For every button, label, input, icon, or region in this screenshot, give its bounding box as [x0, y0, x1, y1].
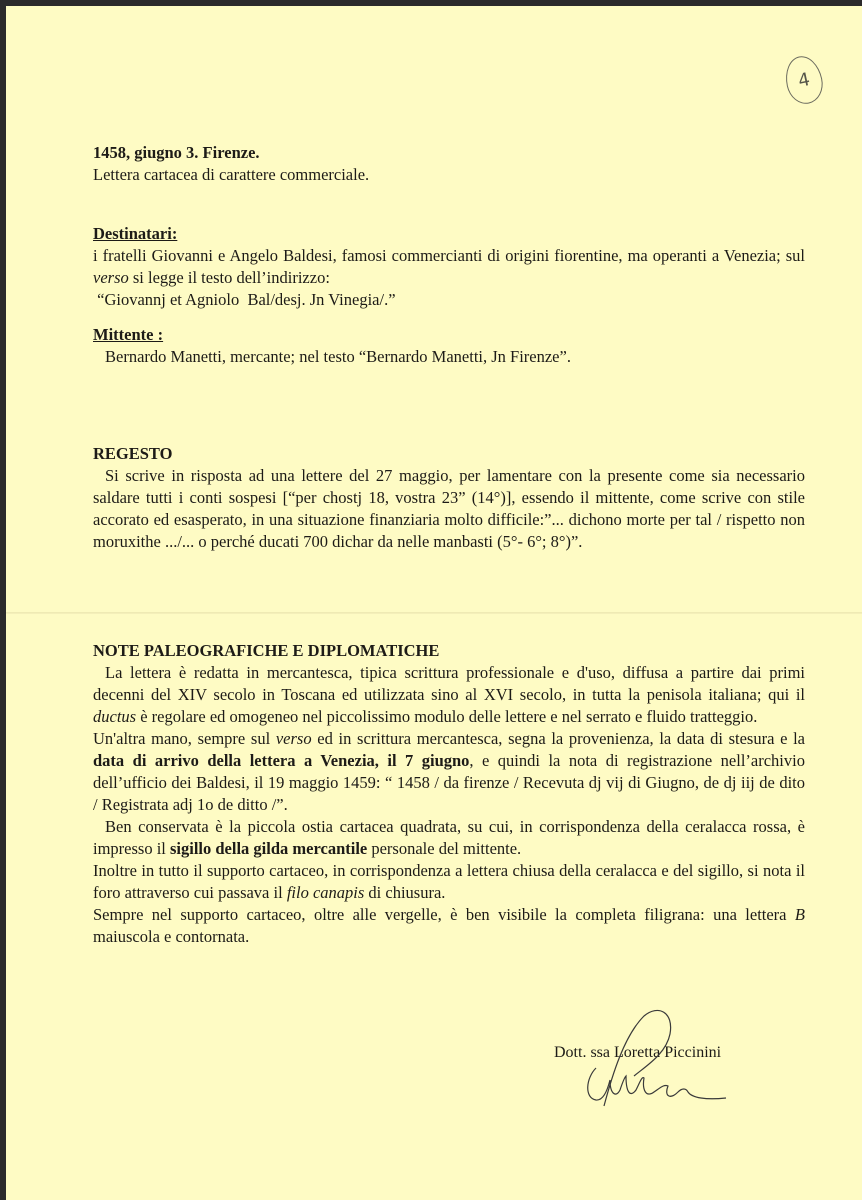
note-verso-italic: verso	[275, 729, 312, 748]
note-text-part: Un'altra mano, sempre sul	[93, 729, 276, 748]
note-paragraph-1	[93, 662, 805, 728]
note-ductus-italic: ductus	[93, 707, 137, 726]
mittente-section	[93, 324, 805, 368]
destinatari-text-part: i fratelli Giovanni e Angelo Baldesi, famosi commercianti di origini fiorentine, ma operanti a Venezia; sul	[93, 246, 805, 265]
destinatari-heading: Destinatari:	[93, 224, 178, 243]
document-header	[93, 142, 805, 186]
regesto-heading: REGESTO	[93, 444, 173, 463]
note-text-part: ed in scrittura mercantesca, segna la provenienza, la data di stesura e la	[311, 729, 805, 748]
date-place: 1458, giugno 3. Firenze.	[93, 143, 260, 162]
note-text-part: personale del mittente.	[367, 839, 522, 858]
destinatari-text-part: si legge il testo dell’indirizzo:	[128, 268, 330, 287]
regesto-text: Si scrive in risposta ad una lettere del 27 maggio, per lamentare con la presente come sia necessario saldare tutti i conti sospesi [“per chostj 18, vostra 23” (14°)], essendo il mittente, come scrive con stile accorato ed esasperato, in una situazione finanziaria molto difficile:”... dichono morte per tal / rispetto non moruxithe .../... o perché ducati 700 dichar da nelle manbasti (5°- 6°; 8°)”.	[93, 466, 805, 551]
mittente-text: Bernardo Manetti, mercante; nel testo “Bernardo Manetti, Jn Firenze”.	[105, 347, 571, 366]
note-text-part: è regolare ed omogeneo nel piccolissimo modulo delle lettere e nel serrato e fluido tratteggio.	[136, 707, 758, 726]
document-page	[6, 6, 862, 1200]
note-text-part: di chiusura.	[364, 883, 446, 902]
regesto-section	[93, 443, 805, 553]
note-paragraph-4	[93, 860, 805, 904]
note-heading: NOTE PALEOGRAFICHE E DIPLOMATICHE	[93, 641, 440, 660]
handwritten-page-number	[781, 53, 826, 107]
handwritten-signature-icon	[546, 1006, 786, 1116]
note-seal-bold: sigillo della gilda mercantile	[170, 839, 368, 858]
signer-name: Dott. ssa Loretta Piccinini	[554, 1044, 722, 1061]
document-description: Lettera cartacea di carattere commerciale.	[93, 165, 370, 184]
note-watermark-letter-italic: B	[794, 905, 805, 924]
note-text-part: , e quindi la nota di registrazione nell’archivio dell’ufficio dei Baldesi, il 19 maggio 1459: “ 1458 / da firenze / Recevuta dj vij di Giugno, de dj iij de dito / Registrata adj 1o de ditto /”.	[93, 751, 805, 814]
note-text-part: Inoltre in tutto il supporto cartaceo, in corrispondenza a lettera chiusa della ceralacca e del sigillo, si nota il foro attraverso cui passava il	[93, 861, 805, 902]
note-text-part: maiuscola e contornata.	[93, 927, 250, 946]
destinatari-address: “Giovannj et Agniolo Bal/desj. Jn Vinegia/.”	[93, 290, 396, 309]
destinatari-verso-italic: verso	[93, 268, 129, 287]
signature-block	[546, 1006, 786, 1116]
note-arrival-date-bold: data di arrivo della lettera a Venezia, il 7 giugno	[93, 751, 470, 770]
note-text-part: Sempre nel supporto cartaceo, oltre alle vergelle, è ben visibile la completa filigrana: una lettera	[93, 905, 795, 924]
note-paragraph-3	[93, 816, 805, 860]
note-paragraph-5	[93, 904, 805, 948]
page-number-text: 4	[796, 68, 812, 92]
note-filo-italic: filo canapis	[286, 883, 365, 902]
destinatari-text	[93, 245, 805, 289]
note-text-part: Ben conservata è la piccola ostia cartacea quadrata, su cui, in corrispondenza della ceralacca rossa, è impresso il	[93, 817, 805, 858]
destinatari-section	[93, 223, 805, 311]
note-section	[93, 640, 805, 948]
paper-fold-line	[6, 612, 862, 614]
note-paragraph-2	[93, 728, 805, 816]
note-text-part: La lettera è redatta in mercantesca, tipica scrittura professionale e d'uso, diffusa a partire dai primi decenni del XIV secolo in Toscana ed utilizzata sino al XVI secolo, in tutta la penisola italiana; qui il	[93, 663, 805, 704]
mittente-heading: Mittente :	[93, 325, 164, 344]
